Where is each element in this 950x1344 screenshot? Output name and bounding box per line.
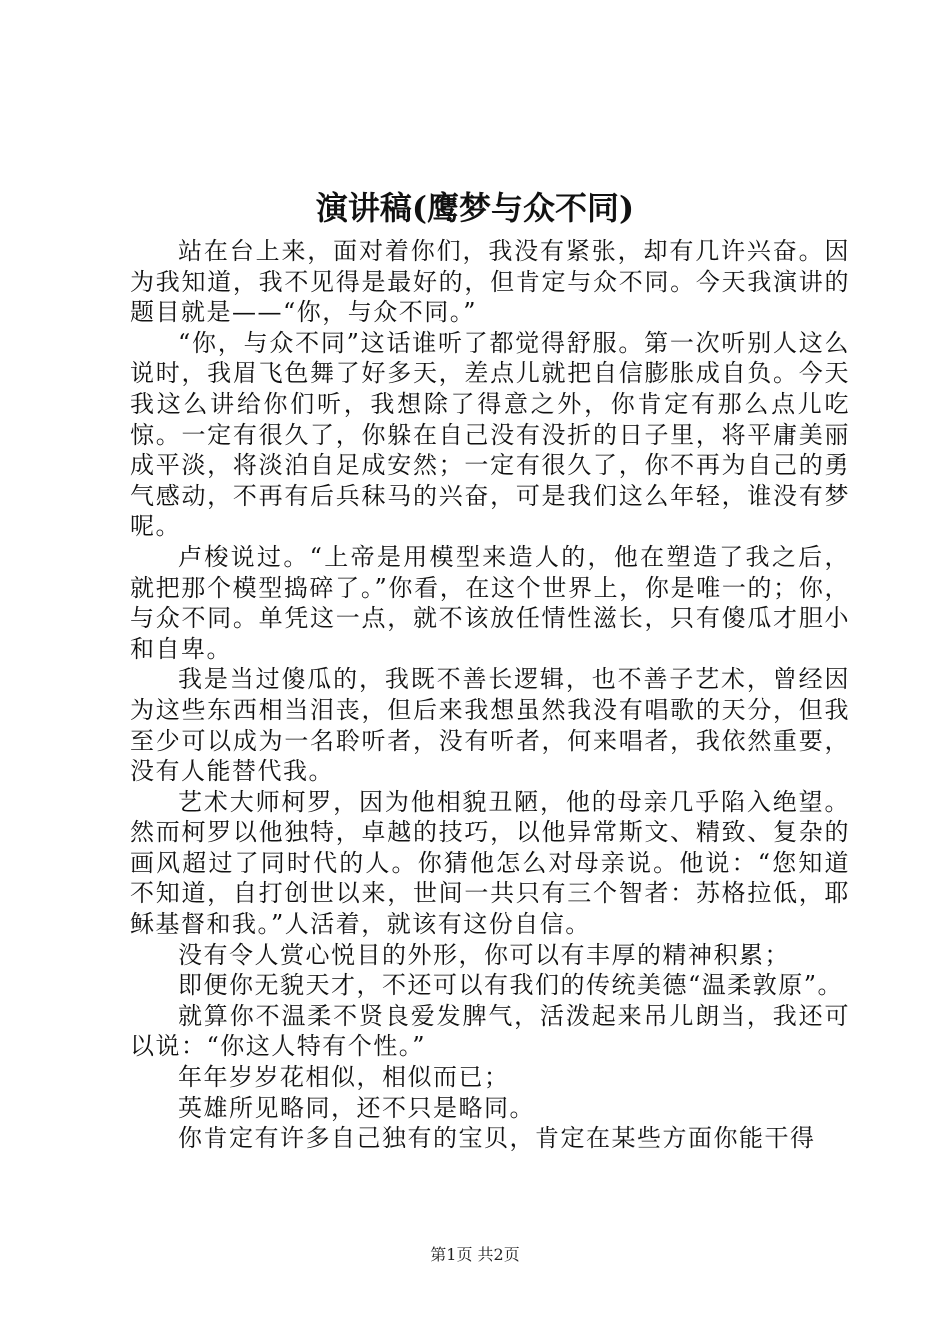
paragraph: 艺术大师柯罗，因为他相貌丑陋，他的母亲几乎陷入绝望。然而柯罗以他独特，卓越的技巧，以他异常斯文、精致、复杂的画风超过了同时代的人。你猜他怎么对母亲说。他说：“您知道不知道，自打创世以来，世间一共只有三个智者：苏格拉低，耶稣基督和我。”人活着，就该有这份自信。	[130, 787, 850, 939]
paragraph: 我是当过傻瓜的，我既不善长逻辑，也不善子艺术，曾经因为这些东西相当泪丧，但后来我想虽然我没有唱歌的天分，但我至少可以成为一名聆听者，没有听者，何来唱者，我依然重要，没有人能替代我。	[130, 665, 850, 786]
document-title: 演讲稿(鹰梦与众不同)	[315, 189, 635, 227]
page-number-footer: 第1页 共2页	[430, 1245, 520, 1264]
paragraph: 站在台上来，面对着你们，我没有紧张，却有几许兴奋。因为我知道，我不见得是最好的，但肯定与众不同。今天我演讲的题目就是——“你，与众不同。”	[130, 237, 850, 327]
paragraph: 你肯定有许多自己独有的宝贝，肯定在某些方面你能干得	[178, 1124, 816, 1153]
paragraph: 年年岁岁花相似，相似而已；	[178, 1063, 510, 1092]
paragraph: 就算你不温柔不贤良爱发脾气，活泼起来吊儿朗当，我还可以说：“你这人特有个性。”	[130, 1001, 850, 1061]
paragraph: 没有令人赏心悦目的外形，你可以有丰厚的精神积累；	[178, 940, 790, 969]
paragraph: “你，与众不同”这话谁听了都觉得舒服。第一次听别人这么说时，我眉飞色舞了好多天，差点儿就把自信膨胀成自负。今天我这么讲给你们听，我想除了得意之外，你肯定有那么点儿吃惊。一定有很久了，你躲在自己没有没折的日子里，将平庸美丽成平淡，将淡泊自足成安然；一定有很久了，你不再为自己的勇气感动，不再有后兵秣马的兴奋，可是我们这么年轻，谁没有梦呢。	[130, 328, 850, 541]
paragraph: 即便你无貌天才，不还可以有我们的传统美德“温柔敦原”。	[178, 971, 844, 1000]
document-body	[130, 236, 850, 1154]
paragraph: 英雄所见略同，还不只是略同。	[178, 1093, 535, 1122]
paragraph: 卢梭说过。“上帝是用模型来造人的，他在塑造了我之后，就把那个模型捣碎了。”你看，在这个世界上，你是唯一的；你，与众不同。单凭这一点，就不该放任情性滋长，只有傻瓜才胆小和自卑。	[130, 542, 850, 663]
